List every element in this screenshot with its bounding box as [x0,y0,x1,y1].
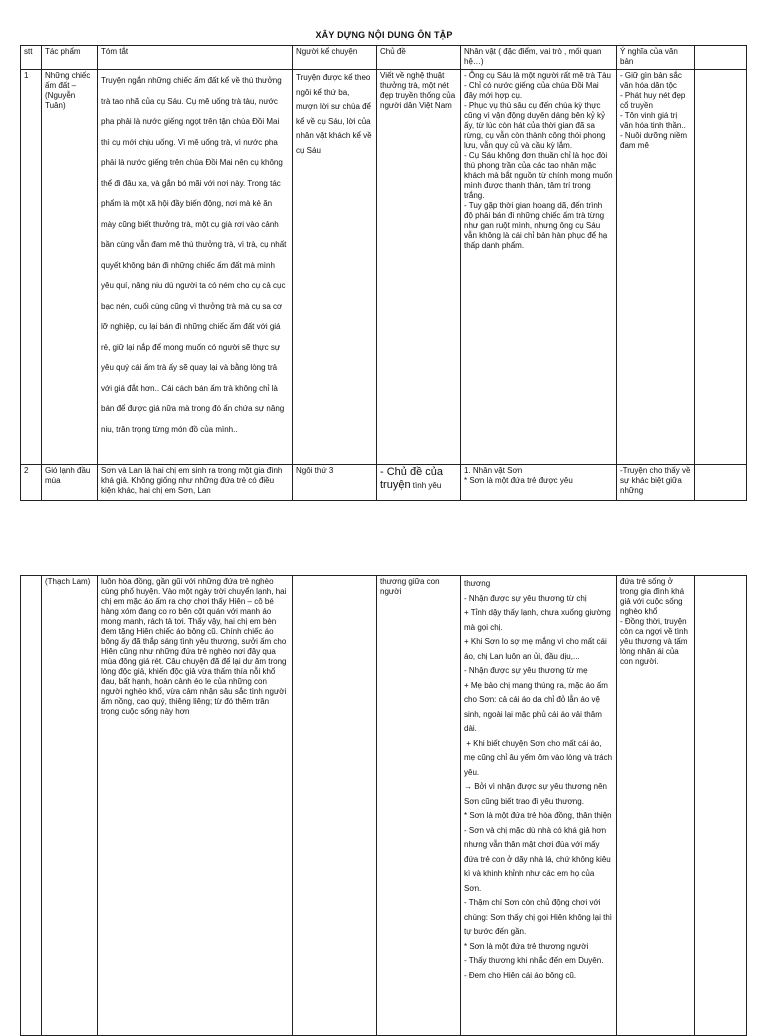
header-row [21,46,747,70]
cont-extra [695,576,747,1036]
row1-extra [695,70,747,465]
cont-work: (Thạch Lam) [42,576,98,1036]
header-narrator: Người kể chuyện [293,46,377,70]
row1-characters: - Ông cụ Sáu là một người rất mê trà Tàu - Chỉ có nước giếng của chùa Đồi Mai đây mới hợp cụ. - Phục vụ thú sâu cụ đến chùa kỳ thực cũng vì vận động duyên dáng bên kỷ kỷ ấy, từ lúc còn hát của thời gian đã sa rừng, cụ vẫn còn thành công thói phong lưu, vẫn quy củ và cầu kỳ lắm. - Cụ Sáu không đơn thuần chỉ là học đòi thú phong trần của các tao nhân mặc khách mà bắt nguồn từ chính mong muốn mình được thanh thản, tâm trí trong trắng. - Tuy gặp thời gian hoang dã, đến trình độ phải bán đi những chiếc ấm trà từng như gan ruột mình, nhưng ông cụ Sáu vẫn không là cái chỉ bản hàn phục để hạ thấp danh phẩm. [461,70,617,465]
row2-stt: 2 [21,465,42,501]
header-characters: Nhân vật ( đặc điểm, vai trò , mối quan hệ…) [461,46,617,70]
row2-theme-large: - Chủ đề của truyện [380,466,443,491]
review-table-continued [20,575,747,1036]
header-stt: stt [21,46,42,70]
cont-theme: thương giữa con người [377,576,461,1036]
header-extra [695,46,747,70]
row2-theme-small: tình yêu [410,481,442,490]
row2-work: Gió lạnh đầu mùa [42,465,98,501]
row2-narrator: Ngôi thứ 3 [293,465,377,501]
table-row [21,70,747,465]
row1-meaning: - Giữ gìn bản sắc văn hóa dân tộc - Phát huy nét đẹp cổ truyền - Tôn vinh giá trị văn hóa tinh thần.. - Nuôi dưỡng niềm đam mê [617,70,695,465]
row2-theme [377,465,461,501]
header-summary: Tóm tắt [98,46,293,70]
header-meaning: Ý nghĩa của văn bản [617,46,695,70]
row2-characters: 1. Nhân vật Sơn * Sơn là một đứa trẻ được yêu [461,465,617,501]
table-row [21,465,747,501]
cont-stt [21,576,42,1036]
header-work: Tác phẩm [42,46,98,70]
row2-extra [695,465,747,501]
header-theme: Chủ đề [377,46,461,70]
cont-summary: luôn hòa đồng, gần gũi với những đứa trẻ nghèo cùng phố huyện. Vào một ngày trời chuyển lạnh, hai chị em mặc áo ấm ra chợ chơi thấy Hiên – cô bé hàng xóm đang co ro bên cột quán với manh áo mong manh, rách tả tơi. Thấy vậy, hai chị em bèn đem tặng Hiên chiếc áo bông cũ. Chính chiếc áo bông ấy đã thắp sáng tình yêu thương, sưởi ấm cho Hiên cũng như những đứa trẻ nghèo nơi đây qua mùa đông giá rét. Câu chuyện đã để lại dư âm trong lòng độc giả, khiến độc giả vừa thấm thía nỗi khổ đau, bất hạnh, hoàn cảnh éo le của những con người nghèo khổ, vừa cảm nhận sâu sắc tình người ấm nồng, cao quý, thiêng liêng; từ đó thêm trân trọng cuộc sống này hơn [98,576,293,1036]
row1-stt: 1 [21,70,42,465]
table-row [21,576,747,1036]
page-title: XÂY DỰNG NỘI DUNG ÔN TẬP [315,30,453,40]
row1-theme: Viết về nghệ thuật thưởng trà, một nét đẹp truyền thống của người dân Việt Nam [377,70,461,465]
row2-summary: Sơn và Lan là hai chị em sinh ra trong một gia đình khá giả. Không giống như những đứa trẻ có điều kiện khác, hai chị em Sơn, Lan [98,465,293,501]
cont-characters: thương - Nhận được sự yêu thương từ chị + Tỉnh dậy thấy lạnh, chưa xuống giường mà gọi chị. + Khi Sơn lo sợ mẹ mắng vì cho mất cái áo, chị Lan luôn an ủi, đầu dịu,... - Nhận được sự yêu thương từ mẹ + Mẹ bảo chị mang thúng ra, mặc áo ấm cho Sơn: cả cái áo da chỉ đỏ lẫn áo vệ sinh, ngoài lại mặc phủ cái áo vải thâm dài. + Khi biết chuyện Sơn cho mất cái áo, mẹ cũng chỉ âu yếm ôm vào lòng và trách yêu. → Bởi vì nhận được sự yêu thương nên Sơn cũng biết trao đi yêu thương. * Sơn là một đứa trẻ hòa đồng, thân thiện - Sơn và chị mặc dù nhà có khá giả hơn nhưng vẫn thân mật chơi đùa với mấy đứa trẻ con ở dãy nhà lá, chứ không kiêu kì và khinh khỉnh như các em họ của Sơn. - Thậm chí Sơn còn chủ động chơi với chúng: Sơn thấy chị gọi Hiên không lại thì tự bước đến gần. * Sơn là một đứa trẻ thương người - Thấy thương khi nhắc đến em Duyên. - Đem cho Hiên cái áo bông cũ. [461,576,617,1036]
cont-meaning: đứa trẻ sống ở trong gia đình khá giả với cuộc sống nghèo khổ - Đồng thời, truyện còn ca ngợi về tình yêu thương và tấm lòng nhân ái của con người. [617,576,695,1036]
row1-summary: Truyện ngắn những chiếc ấm đất kể về thú thưởng trà tao nhã của cụ Sáu. Cụ mê uống trà tàu, nước pha phải là nước giếng ngọt trên tận chùa Đồi Mai thì cụ mới chịu uống. Vì mê uống trà, vì nước pha phải là nước giếng trên chùa Đồi Mai nên cụ không thể đi đâu xa, và gắn bó mãi với nơi này. Trong tác phẩm là một xã hội đầy biến động, nơi mà kẻ ăn mày cũng biết thưởng trà, một cụ già rơi vào cảnh bần cùng vẫn đam mê thú thưởng trà, vì trà, cụ nhất quyết không bán đi những chiếc ấm đất mà mình yêu quí, nâng niu dù người ta có ném cho cụ cả cục bạc nén, cuối cùng cũng vì thưởng trà mà cụ sa cơ lỡ nghiệp, cụ lại bán đi những chiếc ấm đất với giá rẻ, giữ lại nắp để mong muốn có người sẽ thực sự yêu quý cái ấm trà ấy sẽ quay lại và bằng lòng trả với giá đắt hơn.. Cái cách bán ấm trà không chỉ là bán để được giá nữa mà trong đó ẩn chứa sự nâng niu, trân trọng từng món đồ của mình.. [98,70,293,465]
cont-narrator [293,576,377,1036]
row1-work: Những chiếc ấm đất – (Nguyễn Tuân) [42,70,98,465]
row2-meaning: -Truyện cho thấy về sự khác biệt giữa những [617,465,695,501]
row1-narrator: Truyện được kể theo ngôi kể thứ ba, mượn lời sư chùa để kể về cụ Sáu, lời của nhân vật khách kể về cụ Sáu [293,70,377,465]
review-table [20,45,747,501]
